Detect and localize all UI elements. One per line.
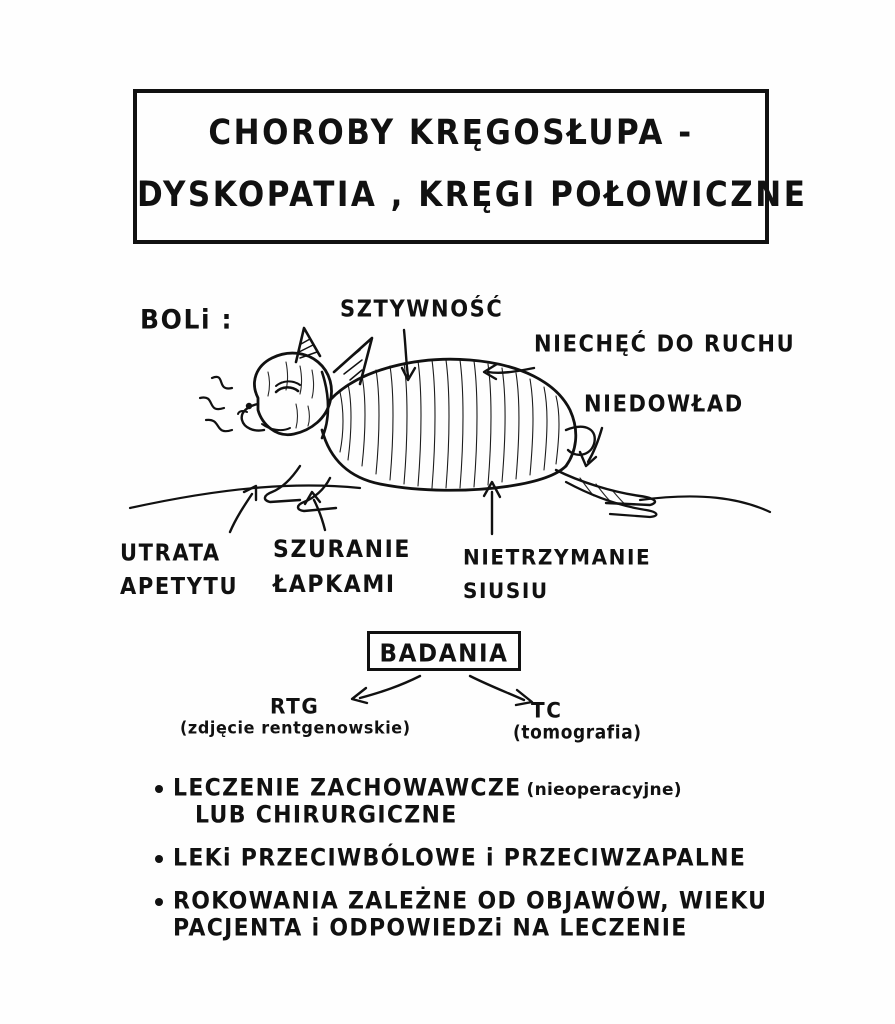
page-title-line-2: DYSKOPATIA , KRĘGI POŁOWICZNE [137, 174, 808, 216]
label-szuranie-lapkami [273, 533, 411, 602]
exam-tc-note: (tomografia) [513, 722, 642, 744]
exam-tc-name: TC [531, 697, 563, 723]
label-nietrzymanie-siusiu-line2: SIUSIU [463, 577, 549, 604]
label-boli: BOLi : [140, 303, 234, 336]
page-title-line-1: CHOROBY KRĘGOSŁUPA - [208, 112, 694, 154]
exam-rtg-note: (zdjęcie rentgenowskie) [180, 717, 411, 738]
title-box [133, 89, 808, 244]
bullet-dot-icon [155, 855, 163, 863]
label-nietrzymanie-siusiu-line1: NIETRZYMANIE [463, 543, 652, 570]
label-utrata-apetytu-line2: APETYTU [120, 573, 239, 600]
note-second: LUB CHIRURGICZNE [195, 802, 458, 829]
label-sztywnosc: SZTYWNOŚĆ [340, 296, 504, 322]
list-item [155, 889, 795, 941]
notes-list [155, 776, 795, 959]
note-main: LECZENIE ZACHOWAWCZE [173, 775, 522, 802]
bullet-dot-icon [155, 898, 163, 906]
note-main: LEKi PRZECIWBÓLOWE i PRZECIWZAPALNE [173, 845, 747, 872]
label-niedowlad: NIEDOWŁAD [584, 391, 744, 417]
label-nietrzymanie-siusiu [463, 541, 651, 608]
label-utrata-apetytu-line1: UTRATA [120, 539, 221, 566]
bullet-dot-icon [155, 785, 163, 793]
label-szuranie-lapkami-line1: SZURANIE [273, 536, 412, 564]
note-paren: (nieoperacyjne) [526, 780, 682, 800]
list-item [155, 776, 795, 828]
label-utrata-apetytu [120, 537, 238, 604]
label-szuranie-lapkami-line2: ŁAPKAMI [273, 571, 396, 599]
list-item [155, 846, 795, 871]
note-second: PACJENTA i ODPOWIEDZi NA LECZENIE [173, 915, 688, 942]
badania-label: BADANIA [379, 639, 509, 669]
label-niechec-do-ruchu: NIECHĘĆ DO RUCHU [534, 331, 796, 357]
note-main: ROKOWANIA ZALEŻNE OD OBJAWÓW, WIEKU [173, 888, 768, 915]
badania-box [367, 631, 521, 671]
exam-rtg-name: RTG [270, 693, 320, 719]
